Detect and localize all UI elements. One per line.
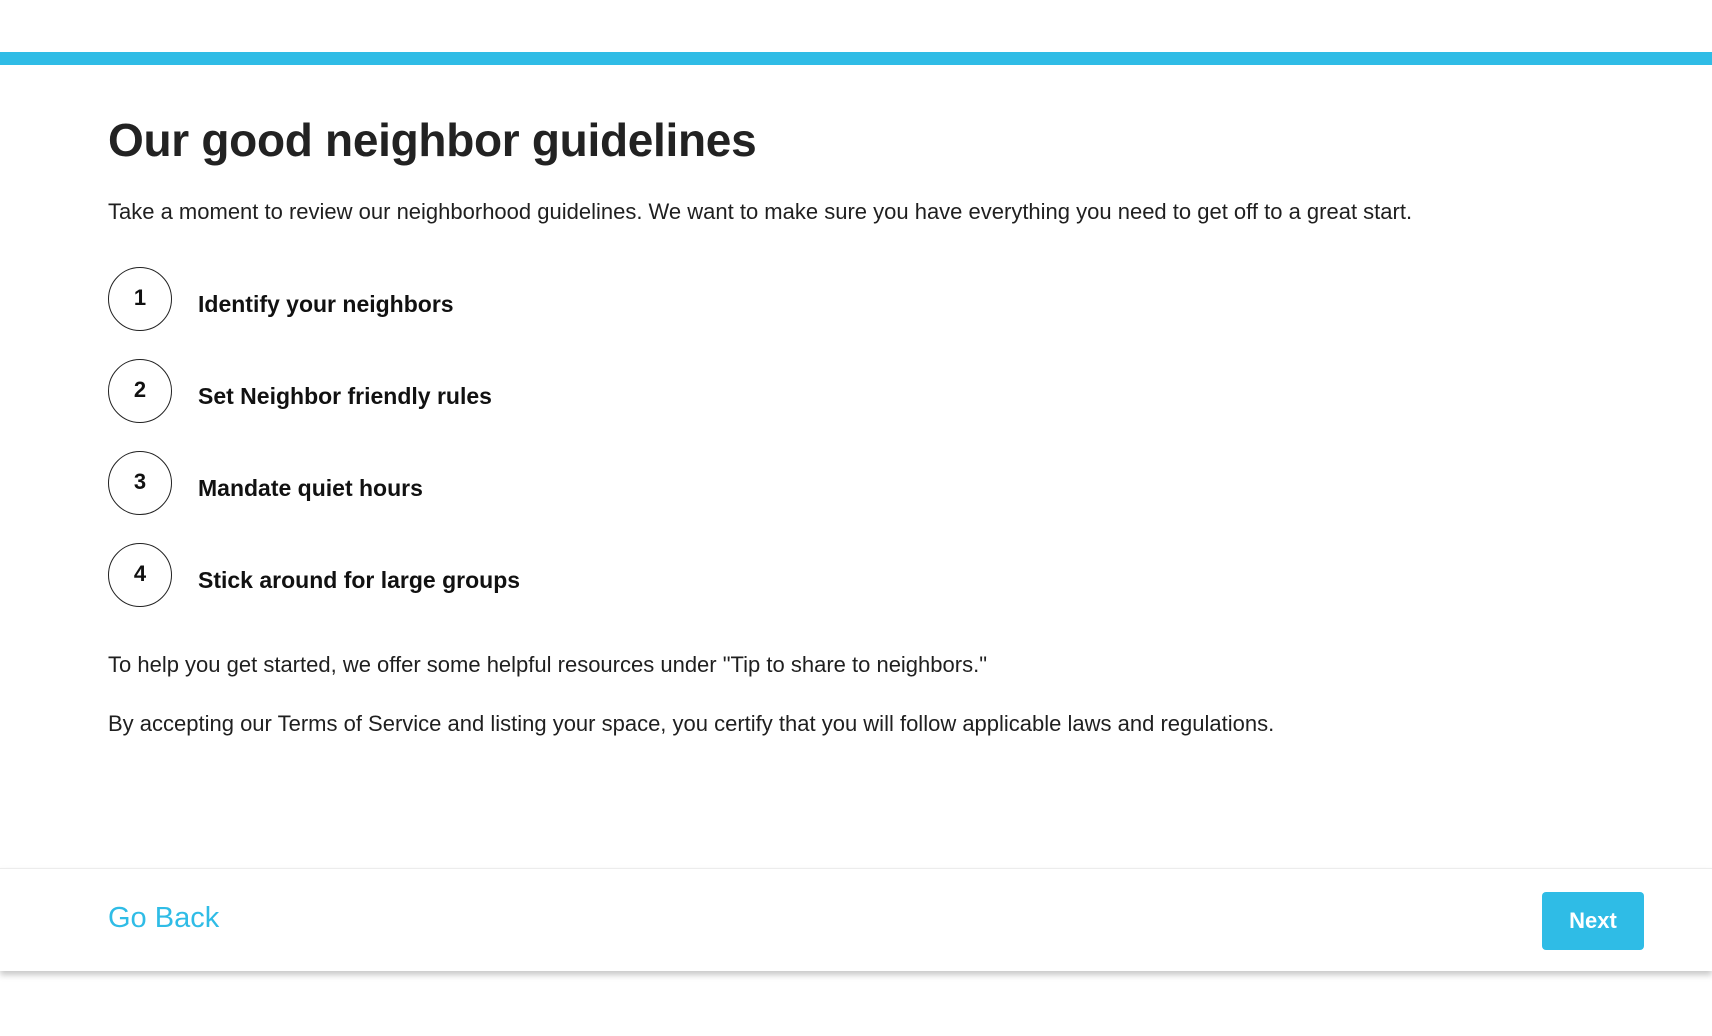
guideline-step-2 (108, 358, 492, 424)
next-button[interactable]: Next (1542, 892, 1644, 950)
page-title: Our good neighbor guidelines (108, 114, 757, 166)
guideline-step-4 (108, 542, 520, 608)
step-number-badge: 3 (108, 451, 172, 515)
step-label: Identify your neighbors (198, 290, 454, 317)
guideline-step-3 (108, 450, 423, 516)
step-number-badge: 2 (108, 359, 172, 423)
progress-accent-bar (0, 52, 1712, 65)
footer-nav-bar (0, 868, 1712, 971)
step-label: Stick around for large groups (198, 566, 521, 593)
go-back-link[interactable]: Go Back (108, 902, 220, 934)
step-number-badge: 1 (108, 267, 172, 331)
step-number-badge: 4 (108, 543, 172, 607)
step-label: Set Neighbor friendly rules (198, 382, 492, 409)
guideline-step-1 (108, 266, 454, 332)
resources-note: To help you get started, we offer some helpful resources under "Tip to share to neighbors." (108, 652, 988, 677)
terms-note: By accepting our Terms of Service and listing your space, you certify that you will follow applicable laws and regulations. (108, 711, 1275, 736)
step-label: Mandate quiet hours (198, 474, 423, 501)
intro-text: Take a moment to review our neighborhood guidelines. We want to make sure you have everything you need to get off to a great start. (108, 199, 1413, 224)
